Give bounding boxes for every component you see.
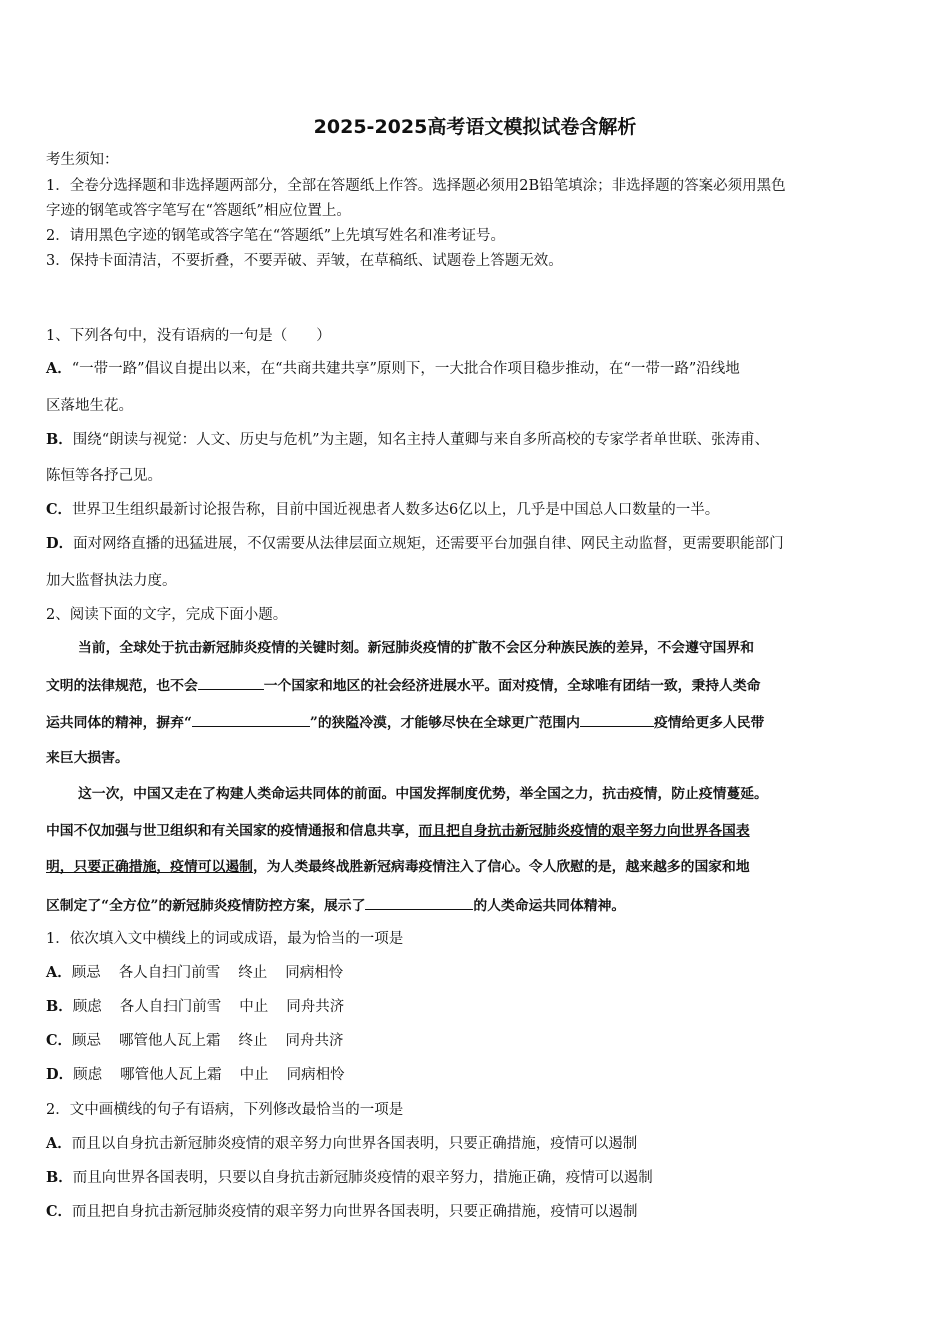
option-part: 同舟共济 <box>285 1033 344 1049</box>
passage-text: 一个国家和地区的社会经济进展水平。面对疫情，全球唯有团结一致，秉持人类命 <box>263 678 761 694</box>
underlined-sentence: 明，只要正确措施，疫情可以遏制 <box>46 859 253 875</box>
option-label: C． <box>46 1032 73 1049</box>
option-text: 而且把自身抗击新冠肺炎疫情的艰辛努力向世界各国表明，只要正确措施，疫情可以遏制 <box>72 1204 638 1220</box>
option-label: A． <box>46 964 72 981</box>
sub2-option-b <box>46 1168 653 1188</box>
sub1-option-c <box>46 1031 344 1051</box>
option-part: 各人自扫门前雪 <box>118 965 221 981</box>
notice-heading: 考生须知： <box>46 152 119 168</box>
question-2-stem: 2、阅读下面的文字，完成下面小题。 <box>46 607 288 623</box>
fill-blank <box>580 712 654 727</box>
passage-line <box>46 712 764 733</box>
notice-item: 2．请用黑色字迹的钢笔或答字笔在“答题纸”上先填写姓名和准考证号。 <box>46 228 506 244</box>
sub1-option-a <box>46 963 343 983</box>
option-label: D． <box>46 1066 74 1083</box>
sub2-option-a <box>46 1134 637 1154</box>
option-part: 终止 <box>238 965 268 981</box>
option-label: B． <box>46 431 73 448</box>
passage-line <box>46 821 750 841</box>
passage-line: 这一次，中国又走在了构建人类命运共同体的前面。中国发挥制度优势，举全国之力，抗击疫情，防止疫情蔓延。 <box>78 786 768 802</box>
option-part: 中止 <box>239 999 269 1015</box>
option-d-cont: 加大监督执法力度。 <box>46 573 177 589</box>
passage-line: 来巨大损害。 <box>46 750 129 766</box>
option-b <box>46 430 769 450</box>
option-text: 面对网络直播的迅猛进展，不仅需要从法律层面立规矩，还需要平台加强自律、网民主动监督，更需要职能部门 <box>73 536 784 552</box>
option-label: B． <box>46 1169 73 1186</box>
underlined-sentence: 而且把自身抗击新冠肺炎疫情的艰辛努力向世界各国表 <box>418 823 750 839</box>
option-text: 世界卫生组织最新讨论报告称，目前中国近视患者人数多达6亿以上，几乎是中国总人口数量的一半。 <box>72 502 720 518</box>
option-part: 各人自扫门前雪 <box>119 999 222 1015</box>
page-title: 2025-2025高考语文模拟试卷含解析 <box>313 116 637 138</box>
option-label: A． <box>46 1135 72 1152</box>
passage-text: 文明的法律规范，也不会 <box>46 678 198 694</box>
passage-text: ，为人类最终战胜新冠病毒疫情注入了信心。令人欣慰的是，越来越多的国家和地 <box>252 859 750 875</box>
fill-blank <box>365 895 473 910</box>
sub2-option-c <box>46 1202 638 1222</box>
notice-item: 3．保持卡面清洁，不要折叠，不要弄破、弄皱，在草稿纸、试题卷上答题无效。 <box>46 253 563 269</box>
option-part: 中止 <box>239 1067 269 1083</box>
notice-item: 字迹的钢笔或答字笔写在“答题纸”相应位置上。 <box>46 203 351 219</box>
option-a-cont: 区落地生花。 <box>46 398 133 414</box>
sub1-option-d <box>46 1065 345 1085</box>
passage-text: 区制定了“全方位”的新冠肺炎疫情防控方案，展示了 <box>46 898 366 914</box>
option-part: 哪管他人瓦上霜 <box>119 1033 221 1049</box>
question-1-stem: 1、下列各句中，没有语病的一句是（ ） <box>46 328 331 344</box>
passage-text: 运共同体的精神，摒弃“ <box>46 715 192 731</box>
option-d <box>46 534 784 554</box>
passage-line: 当前，全球处于抗击新冠肺炎疫情的关键时刻。新冠肺炎疫情的扩散不会区分种族民族的差异，不会遵守国界和 <box>78 640 755 656</box>
passage-text: 的人类命运共同体精神。 <box>473 898 626 914</box>
option-part: 顾虑 <box>73 1067 103 1083</box>
option-a <box>46 359 740 379</box>
notice-item: 1．全卷分选择题和非选择题两部分，全部在答题纸上作答。选择题必须用2B铅笔填涂；非选择题的答案必须用黑色 <box>46 178 786 194</box>
option-part: 顾虑 <box>72 999 102 1015</box>
option-label: C． <box>46 1203 73 1220</box>
fill-blank <box>192 712 310 727</box>
option-label: D． <box>46 535 74 552</box>
passage-text: 中国不仅加强与世卫组织和有关国家的疫情通报和信息共享， <box>46 823 419 839</box>
passage-line <box>46 895 625 916</box>
option-part: 顾忌 <box>71 965 101 981</box>
option-part: 同舟共济 <box>286 999 345 1015</box>
option-part: 终止 <box>238 1033 268 1049</box>
option-text: 而且以自身抗击新冠肺炎疫情的艰辛努力向世界各国表明，只要正确措施，疫情可以遏制 <box>71 1136 638 1152</box>
passage-text: ”的狭隘冷漠，才能够尽快在全球更广范围内 <box>309 715 580 731</box>
option-label: A． <box>46 360 72 377</box>
sub1-option-b <box>46 997 344 1017</box>
option-text: 而且向世界各国表明，只要以自身抗击新冠肺炎疫情的艰辛努力，措施正确，疫情可以遏制 <box>72 1170 653 1186</box>
subquestion-1-stem: 1．依次填入文中横线上的词或成语，最为恰当的一项是 <box>46 931 404 947</box>
fill-blank <box>198 675 264 690</box>
option-text: “一带一路”倡议自提出以来，在“共商共建共享”原则下，一大批合作项目稳步推动，在“一带一路”沿线地 <box>71 361 740 377</box>
option-label: B． <box>46 998 73 1015</box>
passage-text: 疫情给更多人民带 <box>653 715 765 731</box>
option-label: C． <box>46 501 73 518</box>
option-c <box>46 500 719 520</box>
passage-line <box>46 857 750 877</box>
option-b-cont: 陈恒等各抒己见。 <box>46 468 162 484</box>
passage-line <box>46 675 760 696</box>
option-part: 哪管他人瓦上霜 <box>120 1067 222 1083</box>
option-part: 顾忌 <box>72 1033 102 1049</box>
option-part: 同病相怜 <box>286 1067 345 1083</box>
option-part: 同病相怜 <box>285 965 344 981</box>
option-text: 围绕“朗读与视觉：人文、历史与危机”为主题，知名主持人董卿与来自多所高校的专家学者单世联、张涛甫、 <box>72 432 770 448</box>
subquestion-2-stem: 2．文中画横线的句子有语病，下列修改最恰当的一项是 <box>46 1102 404 1118</box>
